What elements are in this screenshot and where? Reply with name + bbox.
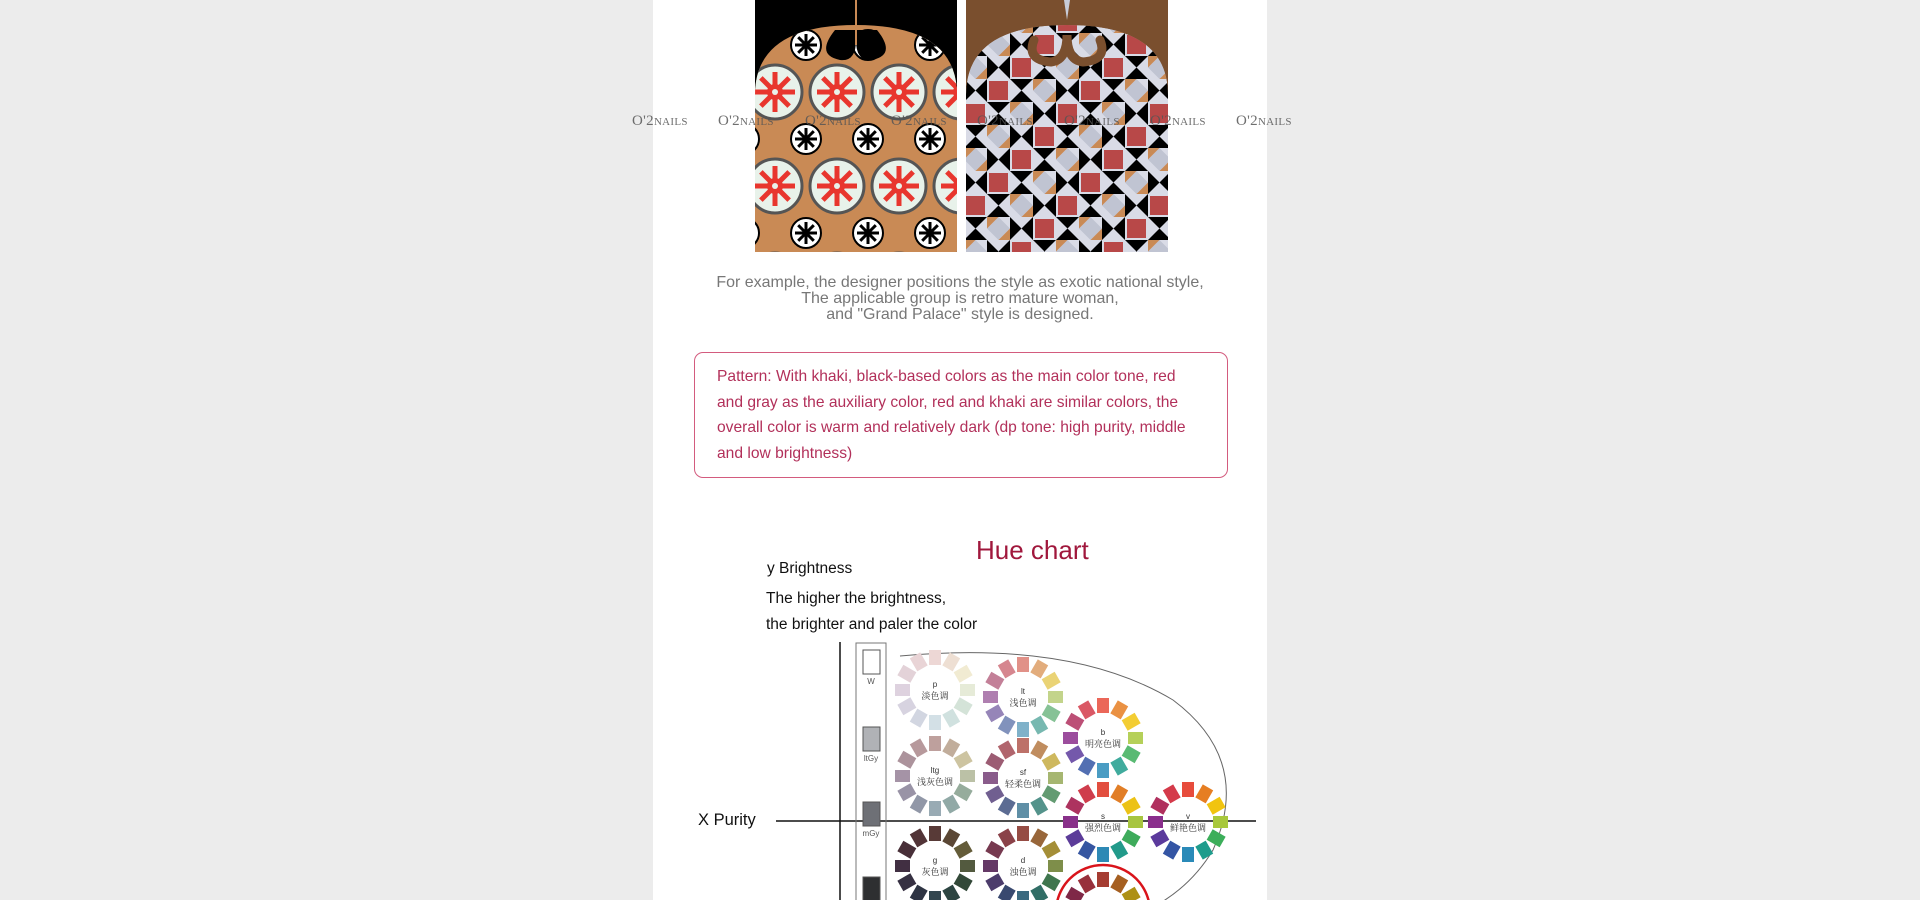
tone-name-label: 强烈色调	[1084, 824, 1122, 834]
tone-name-label: 浅灰色调	[916, 778, 954, 788]
watermark-text: O'2NAILS	[1236, 113, 1292, 129]
hue-swatch	[998, 828, 1016, 847]
hue-swatch	[954, 665, 973, 683]
watermark-text: O'2NAILS	[977, 113, 1033, 129]
hue-swatch	[1030, 740, 1048, 759]
tone-code-label: b	[1100, 728, 1106, 737]
hue-swatch	[1128, 816, 1143, 828]
hue-swatch	[1063, 732, 1078, 744]
hue-swatch	[1042, 704, 1061, 722]
watermark-text: O'2NAILS	[1064, 113, 1120, 129]
hue-swatch	[985, 753, 1004, 771]
hue-swatch	[895, 770, 910, 782]
hue-swatch	[954, 873, 973, 891]
hue-swatch	[1065, 797, 1084, 815]
tone-wheel-g	[895, 826, 975, 900]
pattern-description-box	[694, 352, 1228, 478]
caption-line: For example, the designer positions the style as exotic national style,	[716, 274, 1204, 291]
hue-swatch	[954, 841, 973, 859]
hue-swatch	[1110, 841, 1128, 860]
hue-swatch	[1110, 757, 1128, 776]
tone-name-label: 轻柔色调	[1004, 780, 1042, 790]
hue-swatch	[1213, 816, 1228, 828]
tone-name-label: 淡色调	[921, 692, 949, 702]
hue-swatch	[1122, 887, 1141, 900]
gray-swatch	[863, 877, 880, 900]
hue-swatch	[929, 736, 941, 751]
hue-swatch	[942, 828, 960, 847]
y-axis-description	[766, 586, 977, 637]
tone-wheel-s	[1063, 782, 1143, 862]
hue-swatch	[1042, 753, 1061, 771]
hue-swatch	[1097, 782, 1109, 797]
gray-swatch-label: W	[867, 677, 875, 686]
hue-swatch	[954, 697, 973, 715]
hue-swatch	[985, 841, 1004, 859]
hue-swatch	[929, 650, 941, 665]
tone-name-label: 灰色调	[921, 868, 949, 878]
caption-line: and "Grand Palace" style is designed.	[826, 306, 1094, 323]
hue-swatch	[1097, 698, 1109, 713]
hue-swatch	[1078, 874, 1096, 893]
watermark-text: O'2NAILS	[718, 113, 774, 129]
hue-swatch	[942, 709, 960, 728]
hue-swatch	[1048, 691, 1063, 703]
tone-code-label: ltg	[930, 766, 940, 775]
hue-swatch	[1078, 841, 1096, 860]
hue-swatch	[1042, 873, 1061, 891]
tone-code-label: d	[1020, 856, 1026, 865]
hue-swatch	[897, 697, 916, 715]
gray-swatch-label: ltGy	[863, 754, 879, 763]
tone-wheel-v	[1148, 782, 1228, 862]
hue-swatch	[897, 751, 916, 769]
hue-swatch	[983, 772, 998, 784]
hue-swatch	[1078, 757, 1096, 776]
hue-swatch	[1097, 847, 1109, 862]
hue-swatch	[1163, 841, 1181, 860]
tone-name-label: 浅色调	[1009, 699, 1037, 709]
watermark-text: O'2NAILS	[1150, 113, 1206, 129]
gray-swatch	[863, 727, 880, 751]
tone-wheel-ltg	[895, 736, 975, 816]
hue-swatch	[1030, 797, 1048, 816]
hue-swatch	[1042, 785, 1061, 803]
hue-swatch	[954, 751, 973, 769]
hue-swatch	[998, 716, 1016, 735]
hue-swatch	[1163, 784, 1181, 803]
tone-wheel-lt	[983, 657, 1063, 737]
hue-swatch	[910, 795, 928, 814]
hue-swatch	[895, 860, 910, 872]
tone-code-label: p	[932, 680, 938, 689]
hue-swatch	[910, 828, 928, 847]
hue-swatch	[1030, 828, 1048, 847]
hue-swatch	[897, 783, 916, 801]
hue-swatch	[985, 873, 1004, 891]
hue-swatch	[985, 785, 1004, 803]
hue-swatch	[1148, 816, 1163, 828]
tone-wheel-dp	[1056, 865, 1150, 900]
hue-swatch	[1065, 829, 1084, 847]
hue-swatch	[960, 860, 975, 872]
tone-wheel-sf	[983, 738, 1063, 818]
tone-code-label: lt	[1021, 687, 1025, 696]
hue-swatch	[1017, 738, 1029, 753]
hue-swatch	[1065, 745, 1084, 763]
hue-swatch	[1182, 847, 1194, 862]
tone-wheel-b	[1063, 698, 1143, 778]
tone-wheel-d	[983, 826, 1063, 900]
hue-swatch	[910, 738, 928, 757]
tone-code-label: sf	[1019, 768, 1027, 777]
gray-swatch	[863, 802, 880, 826]
hue-swatch	[1097, 872, 1109, 887]
hue-swatch	[1122, 745, 1141, 763]
hue-swatch	[1017, 722, 1029, 737]
hue-swatch	[1110, 784, 1128, 803]
caption-line: The applicable group is retro mature woman,	[801, 290, 1119, 307]
y-desc-line: the brighter and paler the color	[766, 615, 978, 633]
hue-swatch	[998, 740, 1016, 759]
hue-swatch	[1122, 797, 1141, 815]
hue-swatch	[1207, 797, 1226, 815]
hue-swatch	[1030, 659, 1048, 678]
hue-swatch	[983, 860, 998, 872]
hue-swatch	[960, 770, 975, 782]
hue-swatch	[985, 704, 1004, 722]
hue-swatch	[1017, 803, 1029, 818]
gray-swatch	[863, 650, 880, 674]
hue-chart-graphic	[653, 520, 1267, 900]
hue-swatch	[1048, 772, 1063, 784]
hue-swatch	[1048, 860, 1063, 872]
hue-swatch	[910, 709, 928, 728]
hue-swatch	[942, 885, 960, 900]
hue-swatch	[910, 885, 928, 900]
hue-swatch	[942, 652, 960, 671]
hue-swatch	[1042, 672, 1061, 690]
tone-code-label: v	[1186, 812, 1190, 821]
hue-chart	[653, 520, 1267, 900]
watermark-text: O'2NAILS	[805, 113, 861, 129]
hue-swatch	[1195, 841, 1213, 860]
hue-swatch	[1128, 732, 1143, 744]
hue-swatch	[1078, 784, 1096, 803]
hue-swatch	[942, 795, 960, 814]
hue-swatch	[960, 684, 975, 696]
hue-swatch	[897, 841, 916, 859]
example-caption	[653, 275, 1267, 323]
hue-swatch	[929, 801, 941, 816]
tone-code-label: s	[1101, 812, 1105, 821]
hue-swatch	[998, 659, 1016, 678]
hue-swatch	[1150, 829, 1169, 847]
hue-swatch	[1063, 816, 1078, 828]
hue-swatch	[998, 885, 1016, 900]
hue-swatch	[1195, 784, 1213, 803]
hue-swatch	[954, 783, 973, 801]
hue-swatch	[1065, 887, 1084, 900]
pattern-description-text: Pattern: With khaki, black-based colors as the main color tone, red and gray as the auxiliary color, red and khaki are similar colors, the overall color is warm and relatively dark (dp tone: high purity, middle and low brightness)	[717, 368, 1186, 462]
hue-swatch	[983, 691, 998, 703]
hue-swatch	[1207, 829, 1226, 847]
hue-swatch	[929, 891, 941, 900]
hue-swatch	[1078, 700, 1096, 719]
hue-swatch	[1150, 797, 1169, 815]
hue-swatch	[929, 715, 941, 730]
hue-swatch	[1122, 829, 1141, 847]
hue-swatch	[929, 826, 941, 841]
nail-image-left	[755, 0, 957, 252]
hue-chart-title: Hue chart	[976, 535, 1089, 565]
hue-swatch	[895, 684, 910, 696]
tone-name-label: 浊色调	[1009, 868, 1037, 878]
hue-swatch	[1097, 763, 1109, 778]
hue-swatch	[942, 738, 960, 757]
hue-swatch	[897, 873, 916, 891]
hue-swatch	[998, 797, 1016, 816]
nail-image-right	[966, 0, 1168, 252]
y-desc-line: The higher the brightness,	[766, 590, 947, 607]
hue-swatch	[1042, 841, 1061, 859]
hue-swatch	[1122, 713, 1141, 731]
tone-code-label: g	[932, 856, 938, 865]
hue-swatch	[1017, 826, 1029, 841]
watermark-text: O'2NAILS	[891, 113, 947, 129]
watermark-text: O'2NAILS	[632, 113, 688, 129]
hue-swatch	[1017, 891, 1029, 900]
hue-swatch	[1017, 657, 1029, 672]
hue-swatch	[1030, 716, 1048, 735]
hue-swatch	[1065, 713, 1084, 731]
y-axis-label: y Brightness	[767, 560, 853, 577]
hue-swatch	[1110, 700, 1128, 719]
tone-wheel-p	[895, 650, 975, 730]
hue-swatch	[897, 665, 916, 683]
hue-swatch	[985, 672, 1004, 690]
tone-name-label: 鲜艳色调	[1169, 824, 1207, 834]
x-axis-label: X Purity	[698, 811, 756, 829]
tone-boundary-curve	[900, 653, 1226, 900]
gray-swatch-label: mGy	[862, 829, 880, 838]
tone-name-label: 明亮色调	[1084, 740, 1122, 750]
hue-swatch	[1110, 874, 1128, 893]
hue-swatch	[1030, 885, 1048, 900]
article-column	[653, 0, 1267, 900]
hue-swatch	[1182, 782, 1194, 797]
